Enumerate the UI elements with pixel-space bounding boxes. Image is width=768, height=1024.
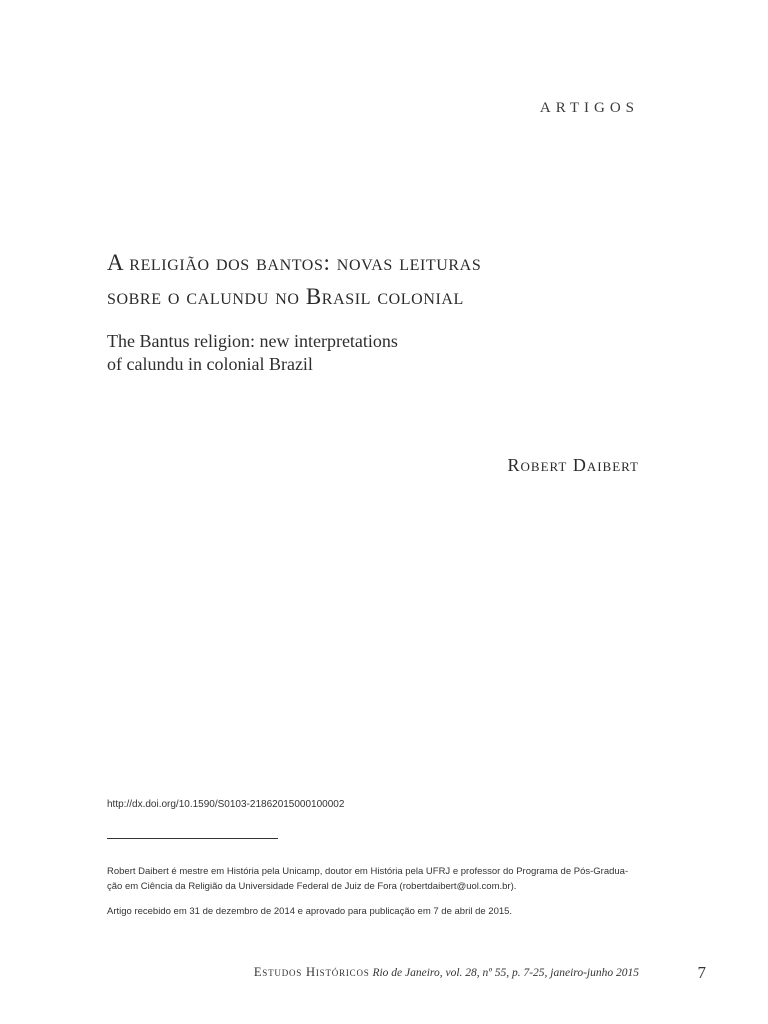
section-label: ARTIGOS [539, 100, 639, 116]
author-bio-line-1: Robert Daibert é mestre em História pela Unicamp, doutor em História pela UFRJ e professor do Programa de Pós-Gradua- [107, 866, 629, 877]
article-subtitle-line-1: The Bantus religion: new interpretations [107, 331, 398, 351]
article-title-line-1: A religião dos bantos: novas leituras [107, 250, 482, 275]
running-footer [254, 965, 639, 980]
received-date-footnote: Artigo recebido em 31 de dezembro de 2014 e aprovado para publicação em 7 de abril de 2015. [107, 906, 513, 917]
article-title [107, 246, 667, 314]
article-subtitle [107, 330, 507, 376]
author-name: Robert Daibert [507, 455, 639, 475]
footnote-divider [107, 838, 278, 839]
author-bio-footnote [107, 864, 642, 894]
author-bio-line-2: ção em Ciência da Religião da Universidade Federal de Juiz de Fora (robertdaibert@uol.com.br). [107, 881, 517, 892]
journal-name: Estudos Históricos [253, 965, 370, 979]
journal-reference: Rio de Janeiro, vol. 28, nº 55, p. 7-25, janeiro-junho 2015 [372, 967, 639, 979]
doi-link[interactable]: http://dx.doi.org/10.1590/S0103-21862015000100002 [107, 799, 345, 810]
article-title-line-2: sobre o calundu no Brasil colonial [107, 284, 464, 309]
page-number: 7 [697, 963, 706, 982]
article-subtitle-line-2: of calundu in colonial Brazil [107, 354, 313, 374]
